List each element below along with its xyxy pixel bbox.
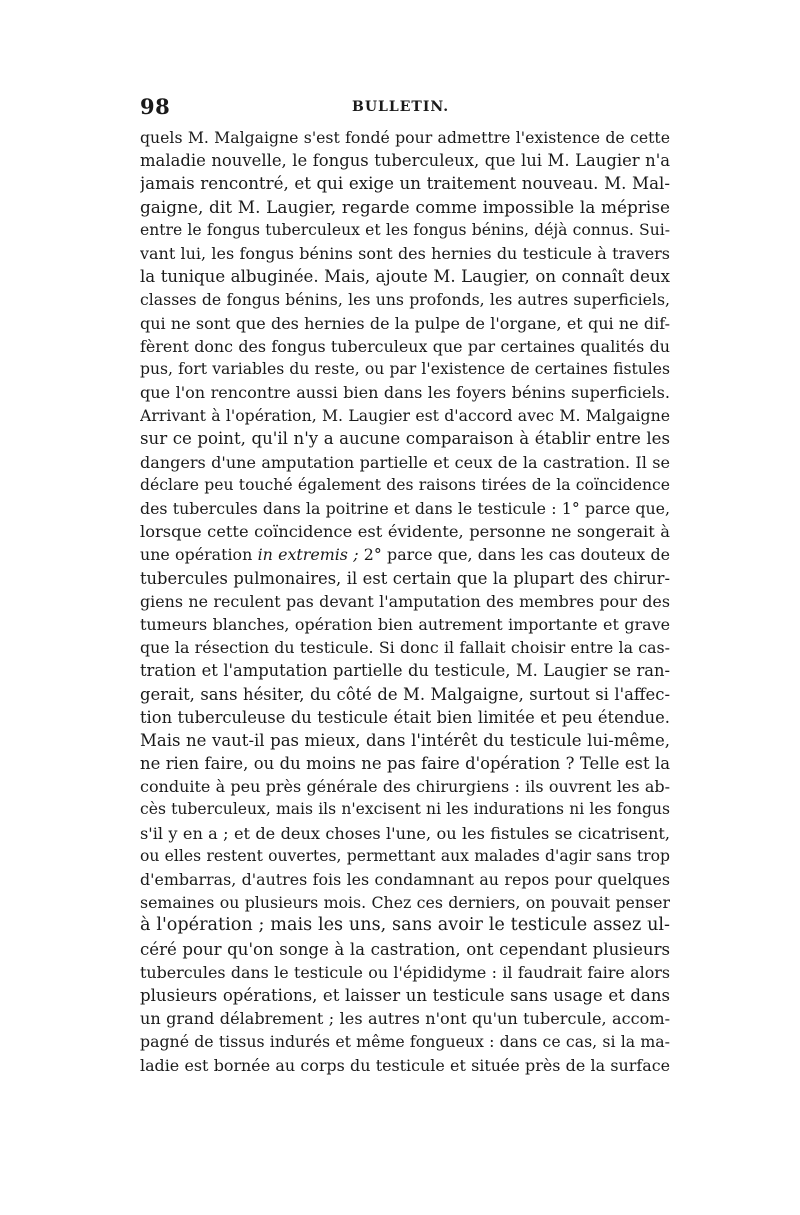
text-line: que l'on rencontre aussi bien dans les foyers bénins superficiels.: [140, 383, 670, 403]
text-line: ou elles restent ouvertes, permettant aux malades d'agir sans trop: [140, 846, 670, 865]
text-line: cès tuberculeux, mais ils n'excisent ni les indurations ni les fongus: [140, 800, 670, 819]
text-line: à l'opération ; mais les uns, sans avoir le testicule assez ul-: [140, 915, 670, 936]
text-line: ne rien faire, ou du moins ne pas faire d'opération ? Telle est la: [140, 754, 670, 774]
text-line: s'il y en a ; et de deux choses l'une, ou les fistules se cicatrisent,: [140, 823, 670, 843]
text-line: la tunique albuginée. Mais, ajoute M. Laugier, on connaît deux: [140, 267, 670, 287]
text-line: entre le fongus tuberculeux et les fongus bénins, déjà connus. Sui-: [140, 220, 670, 239]
text-line-with-italic: [140, 543, 670, 566]
running-head: [140, 94, 670, 124]
text-line: conduite à peu près générale des chirurgiens : ils ouvrent les ab-: [140, 777, 670, 797]
text-line: gerait, sans hésiter, du côté de M. Malgaigne, surtout si l'affec-: [140, 684, 670, 704]
text-line: que la résection du testicule. Si donc il fallait choisir entre la cas-: [140, 638, 670, 658]
running-title: BULLETIN.: [352, 99, 450, 115]
text-line: d'embarras, d'autres fois les condamnant au repos pour quelques: [140, 870, 670, 889]
text-line: Arrivant à l'opération, M. Laugier est d'accord avec M. Malgaigne: [140, 406, 670, 426]
text-line: ladie est bornée au corps du testicule et située près de la surface: [140, 1055, 670, 1075]
text-line: tubercules pulmonaires, il est certain que la plupart des chirur-: [140, 568, 670, 588]
text-line: quels M. Malgaigne s'est fondé pour admettre l'existence de cette: [140, 128, 670, 147]
text-line: jamais rencontré, et qui exige un traitement nouveau. M. Mal-: [140, 174, 670, 194]
text-line: giens ne reculent pas devant l'amputation des membres pour des: [140, 591, 670, 611]
text-line: pus, fort variables du reste, ou par l'existence de certaines fistules: [140, 359, 670, 378]
text-segment: une opération: [140, 545, 253, 565]
italic-phrase: in extremis ;: [257, 545, 359, 565]
text-line: des tubercules dans la poitrine et dans le testicule : 1° parce que,: [140, 499, 670, 518]
text-line: céré pour qu'on songe à la castration, ont cependant plusieurs: [140, 939, 670, 959]
body-text: [140, 126, 670, 1077]
text-line: tration et l'amputation partielle du testicule, M. Laugier se ran-: [140, 661, 670, 681]
text-line: sur ce point, qu'il n'y a aucune comparaison à établir entre les: [140, 429, 670, 449]
text-segment: 2° parce que, dans les cas douteux de: [358, 545, 670, 565]
text-line: vant lui, les fongus bénins sont des hernies du testicule à travers: [140, 243, 670, 263]
text-line: fèrent donc des fongus tuberculeux que par certaines qualités du: [140, 336, 670, 356]
text-line: un grand délabrement ; les autres n'ont qu'un tubercule, accom-: [140, 1009, 670, 1029]
text-line: qui ne sont que des hernies de la pulpe de l'organe, et qui ne dif-: [140, 313, 670, 333]
text-line: semaines ou plusieurs mois. Chez ces derniers, on pouvait penser: [140, 893, 670, 913]
text-line: pagné de tissus indurés et même fongueux : dans ce cas, si la ma-: [140, 1032, 670, 1052]
text-line: tion tuberculeuse du testicule était bien limitée et peu étendue.: [140, 707, 670, 727]
text-line: gaigne, dit M. Laugier, regarde comme impossible la méprise: [140, 196, 670, 217]
text-line: maladie nouvelle, le fongus tuberculeux, que lui M. Laugier n'a: [140, 151, 670, 171]
text-line: tumeurs blanches, opération bien autrement importante et grave: [140, 614, 670, 634]
text-line: Mais ne vaut-il pas mieux, dans l'intérêt du testicule lui-même,: [140, 730, 670, 750]
text-line: déclare peu touché également des raisons tirées de la coïncidence: [140, 475, 670, 494]
text-line: dangers d'une amputation partielle et ceux de la castration. Il se: [140, 452, 670, 472]
page-number: 98: [140, 94, 171, 119]
text-line: plusieurs opérations, et laisser un testicule sans usage et dans: [140, 985, 670, 1005]
text-line: tubercules dans le testicule ou l'épididyme : il faudrait faire alors: [140, 962, 670, 982]
text-line: classes de fongus bénins, les uns profonds, les autres superficiels,: [140, 290, 670, 310]
text-line: lorsque cette coïncidence est évidente, personne ne songerait à: [140, 522, 670, 542]
